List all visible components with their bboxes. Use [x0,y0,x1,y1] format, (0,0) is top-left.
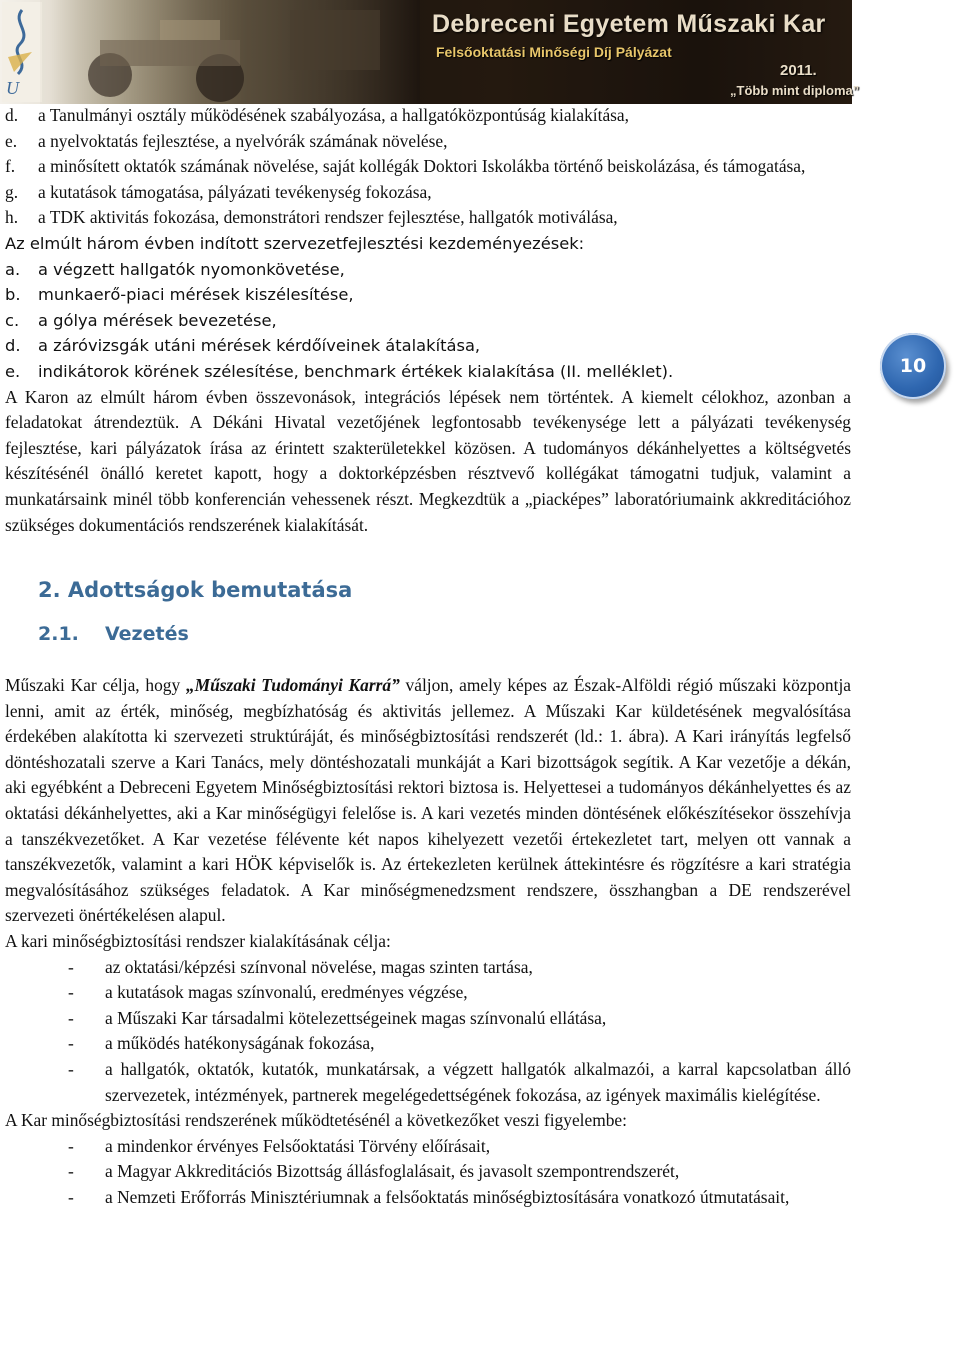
leadership-paragraph [5,673,851,929]
considerations-list [5,1134,851,1211]
goals-list [5,955,851,1109]
dash-marker: - [68,1186,74,1207]
banner-title: Debreceni Egyetem Műszaki Kar [432,10,826,38]
paragraph-text: váljon, amely képes az Észak-Alföldi régió műszaki központja lenni, amit az érték, minőség, megbízhatóság és aktivitás jellemez. A Műszaki Kar küldetésének megvalósítása érdekében alakította ki szervezeti struktúráját, és minőségbiztosítási rendszerét (ld.: 1. ábra). A Kari irányítás legfelső döntéshozatali szerve a Kari Tanács, mely döntéshozatali munkáját a Kari bizottságok segítik. A Kar vezetője a dékán, aki egyébként a Debreceni Egyetem Minőségbiztosítási rektori biztosa is. Helyettesei a tudományos dékánhelyettes és az oktatási dékánhelyettes, aki a Kar minőségügyi felelőse is. A kari vezetés minden döntésének előkészítésekor összehívja a tanszékvezetőket. A Kar vezetése félévente két napos kihelyezett vezetői értekezletet tart, melyen ott vannak a tanszékvezetők, valamint a kari HÖK képviselők is. Az értekezleten kerülnek áttekintésre és rögzítésre a kari stratégia megvalósításához szükséges feladatok. A Kar minőségmenedzsment rendszere, összhangban a DE rendszerével szervezeti önértékelésen alapul. [5,675,851,926]
list-item-text: a kutatások támogatása, pályázati tevékenység fokozása, [38,181,432,202]
banner-photo [40,0,420,104]
dash-marker: - [68,1059,74,1079]
list-item-text: a Műszaki Kar társadalmi kötelezettségeinek magas színvonalú ellátása, [105,1007,607,1028]
banner-motto: „Több mint diploma” [730,83,860,98]
initiatives-intro: Az elmúlt három évben indított szervezetfejlesztési kezdeményezések: [5,233,585,253]
emphasis-text: „Műszaki Tudományi Karrá” [185,675,400,696]
paragraph-text: Műszaki Kar célja, hogy [5,675,186,696]
list-marker: h. [5,207,19,228]
page-number: 10 [899,355,927,377]
list-item-text: munkaerő-piaci mérések kiszélesítése, [38,285,354,305]
page-number-badge [880,333,946,399]
subsection-title: Vezetés [105,623,189,646]
banner-year: 2011. [780,62,817,79]
considerations-intro: A Kar minőségbiztosítási rendszerének működtetésénél a következőket veszi figyelembe: [5,1110,627,1131]
list-marker: b. [5,285,21,305]
list-item [5,1134,851,1160]
header-banner [0,0,860,104]
university-logo [2,2,42,102]
list-item [5,955,851,981]
list-item-text: az oktatási/képzési színvonal növelése, magas szinten tartása, [105,956,533,977]
dash-marker: - [68,1161,74,1182]
dash-marker: - [68,1033,74,1054]
list-marker: f. [5,156,16,177]
list-item-text: a Nemzeti Erőforrás Minisztériumnak a felsőoktatás minőségbiztosítására vonatkozó útmutatásait, [105,1186,790,1207]
list-marker: d. [5,105,19,125]
objectives-list [5,103,851,231]
list-item-text: a kutatások magas színvonalú, eredményes végzése, [105,982,468,1003]
dash-marker: - [68,982,74,1003]
list-item [5,1031,851,1057]
list-item-text: a záróvizsgák utáni mérések kérdőíveinek átalakítása, [38,336,481,356]
paragraph: A Karon az elmúlt három évben összevonások, integrációs lépések nem történtek. A kiemelt célokhoz, azonban a feladatokat átrendeztük. A Dékáni Hivatal vezetőjének legfontosabb tevékenysége lett a pályázati tevékenység fejlesztése, kari pályázatok írása az érintett szakterületekkel közösen. A tudományos dékánhelyettes a költségvetés készítésénél önálló keretet kapott, hogy a doktorképzésben résztvevő kollégákat támogatni tudjuk, valamint a munkatársaink minél több konferencián vehessenek részt. Megkezdtük a „piacképes” laboratóriumaink akkreditációhoz szükséges dokumentációs rendszerének kialakítását. [5,386,851,535]
list-item [5,359,851,385]
list-item [5,1057,851,1108]
list-item-text: a mindenkor érvényes Felsőoktatási Törvény előírásait, [105,1135,491,1156]
list-item [5,980,851,1006]
list-item [5,180,851,206]
dash-marker: - [68,1007,74,1028]
list-marker: c. [5,310,20,330]
list-item-text: a TDK aktivitás fokozása, demonstrátori rendszer fejlesztése, hallgatók motiválása, [38,207,618,228]
list-item-text: indikátorok körének szélesítése, benchmark értékek kialakítása (II. melléklet). [38,361,674,381]
initiatives-list [5,257,851,385]
list-item [5,1185,851,1211]
dash-marker: - [68,956,74,977]
list-marker: a. [5,259,21,279]
dash-marker: - [68,1135,74,1156]
list-item [5,1159,851,1185]
list-item-text: a gólya mérések bevezetése, [38,310,277,330]
list-item-text: a nyelvoktatás fejlesztése, a nyelvórák számának növelése, [38,130,448,151]
list-item-text: a működés hatékonyságának fokozása, [105,1033,375,1054]
svg-text:U: U [6,78,19,98]
list-item [5,308,851,334]
list-marker: e. [5,130,18,151]
list-item-text: a Tanulmányi osztály működésének szabályozása, a hallgatóközpontúság kialakítása, [38,105,630,125]
banner-subtitle: Felsőoktatási Minőségi Díj Pályázat [436,44,672,60]
document-body [5,103,851,1211]
list-item [5,103,851,129]
list-marker: e. [5,361,21,381]
subsection-heading [38,619,851,649]
list-item-text: a Magyar Akkreditációs Bizottság állásfoglalásait, és javasolt szempontrendszerét, [105,1161,680,1182]
list-item-text: a minősített oktatók számának növelése, saját kollégák Doktori Iskolákba történő beiskolázása, és támogatása, [38,156,806,177]
list-item [5,154,851,180]
goals-intro: A kari minőségbiztosítási rendszer kialakításának célja: [5,931,391,952]
subsection-number: 2.1. [38,623,79,646]
section-heading: 2. Adottságok bemutatása [38,578,353,603]
list-item [5,205,851,231]
list-item [5,1006,851,1032]
list-item-text: a végzett hallgatók nyomonkövetése, [38,259,345,279]
list-item [5,333,851,359]
list-marker: d. [5,336,21,356]
list-item-text: a hallgatók, oktatók, kutatók, munkatársak, a végzett hallgatók alkalmazói, a karral kapcsolatban álló szervezetek, intézmények, partnerek megelégedettségének fokozása, az igények maximális kielégítése. [105,1059,851,1105]
list-marker: g. [5,181,19,202]
list-item [5,257,851,283]
list-item [5,282,851,308]
list-item [5,129,851,155]
